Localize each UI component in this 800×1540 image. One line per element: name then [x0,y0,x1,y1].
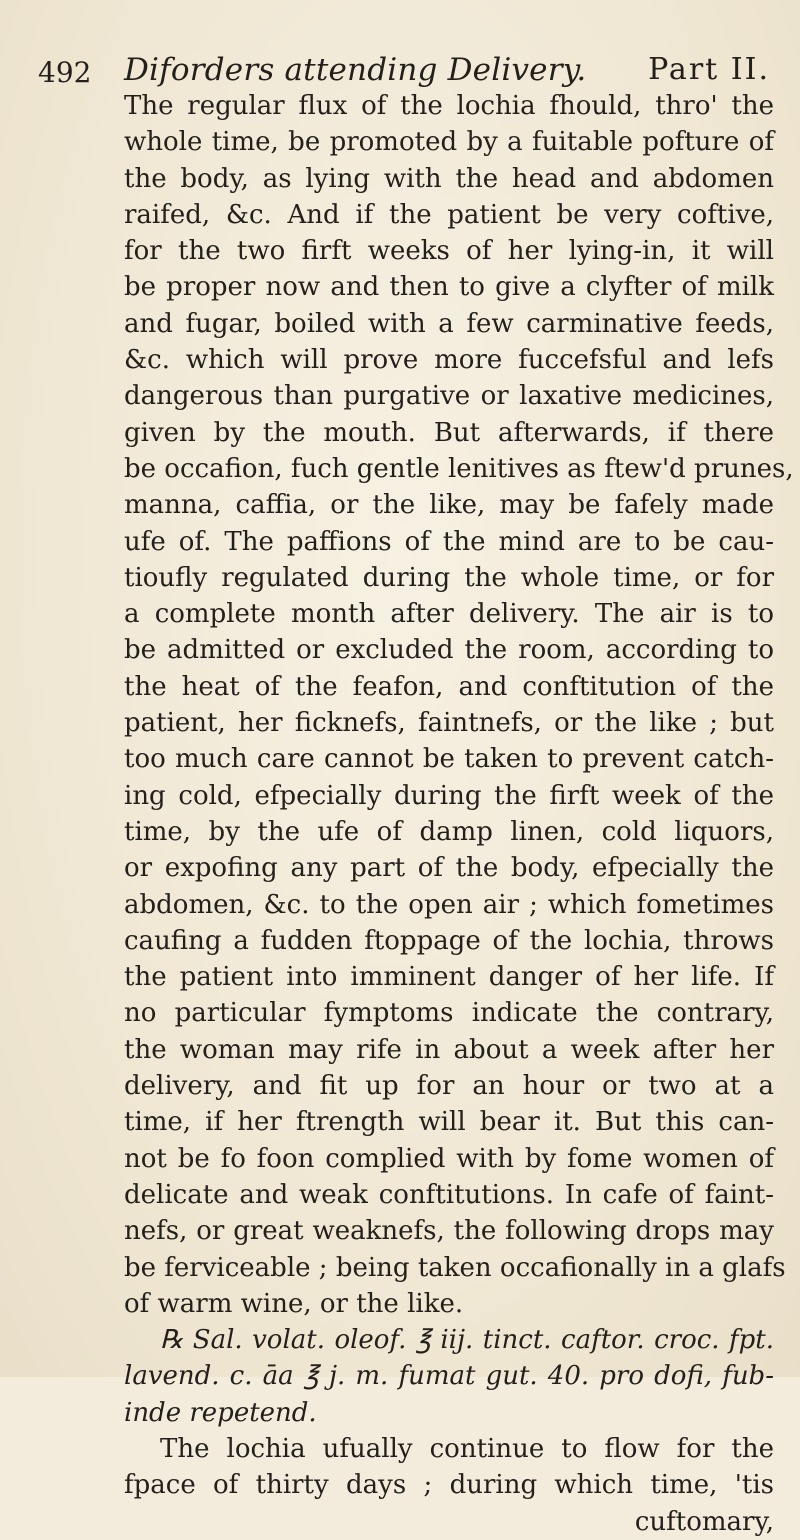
text-line: be occafion, fuch gentle lenitives as ftew'd prunes, [124,453,794,484]
text-line: raifed, &c. And if the patient be very coftive, [124,199,774,230]
body-text [124,88,794,1540]
text-line: of warm wine, or the like. [124,1288,464,1319]
text-line: &c. which will prove more fuccefsful and lefs [124,345,774,376]
text-line: tioufly regulated during the whole time, or for [124,562,774,593]
text-line: the woman may rife in about a week after her [124,1034,774,1065]
text-line: fpace of thirty days ; during which time, 'tis [124,1470,774,1501]
text-line: not be fo foon complied with by fome women of [124,1143,774,1174]
text-line: the body, as lying with the head and abdomen [124,163,774,194]
text-line: given by the mouth. But afterwards, if there [124,417,774,448]
prescription-line: inde repetend. [124,1397,317,1428]
text-line: too much care cannot be taken to prevent catch- [124,744,774,775]
text-line: delivery, and fit up for an hour or two at a [124,1071,774,1102]
text-line: for the two firft weeks of her lying-in, it will [124,236,774,267]
text-line: time, by the ufe of damp linen, cold liquors, [124,816,774,847]
text-line: delicate and weak conftitutions. In cafe of faint- [124,1179,774,1210]
text-line: the heat of the feafon, and conftitution of the [124,671,774,702]
text-line: be admitted or excluded the room, according to [124,635,774,666]
prescription-line: ℞ Sal. volat. oleof. ℥ iij. tinct. caftor. croc. fpt. [160,1325,774,1356]
page-header [38,46,770,90]
text-line: whole time, be promoted by a fuitable pofture of [124,127,774,158]
text-line: patient, her ficknefs, faintnefs, or the like ; but [124,708,774,739]
text-line: or expofing any part of the body, efpecially the [124,853,774,884]
text-line: be proper now and then to give a clyfter of milk [124,272,774,303]
text-line: manna, caffia, or the like, may be fafely made [124,490,774,521]
text-line: abdomen, &c. to the open air ; which fometimes [124,889,774,920]
text-line: dangerous than purgative or laxative medicines, [124,381,774,412]
text-line: ing cold, efpecially during the firft week of the [124,780,774,811]
running-title: Diforders attending Delivery. [124,52,587,88]
text-line: no particular fymptoms indicate the contrary, [124,998,774,1029]
text-line: the patient into imminent danger of her life. If [124,962,774,993]
text-line: nefs, or great weaknefs, the following drops may [124,1216,774,1247]
page-number: 492 [38,56,92,89]
text-line: a complete month after delivery. The air is to [124,599,774,630]
catchword: cuftomary, [634,1506,774,1537]
text-line: The lochia ufually continue to flow for the [160,1433,774,1464]
text-line: and fugar, boiled with a few carminative feeds, [124,308,774,339]
text-line: ufe of. The paffions of the mind are to be cau- [124,526,774,557]
text-line: The regular flux of the lochia fhould, thro' the [124,91,774,121]
text-line: time, if her ftrength will bear it. But this can- [124,1107,774,1138]
prescription-line: lavend. c. āa ℥ j. m. fumat gut. 40. pro dofi, fub- [124,1361,774,1392]
part-label: Part II. [648,52,770,87]
text-line: caufing a fudden ftoppage of the lochia, throws [124,925,774,956]
text-line: be ferviceable ; being taken occafionally in a glafs [124,1252,786,1283]
